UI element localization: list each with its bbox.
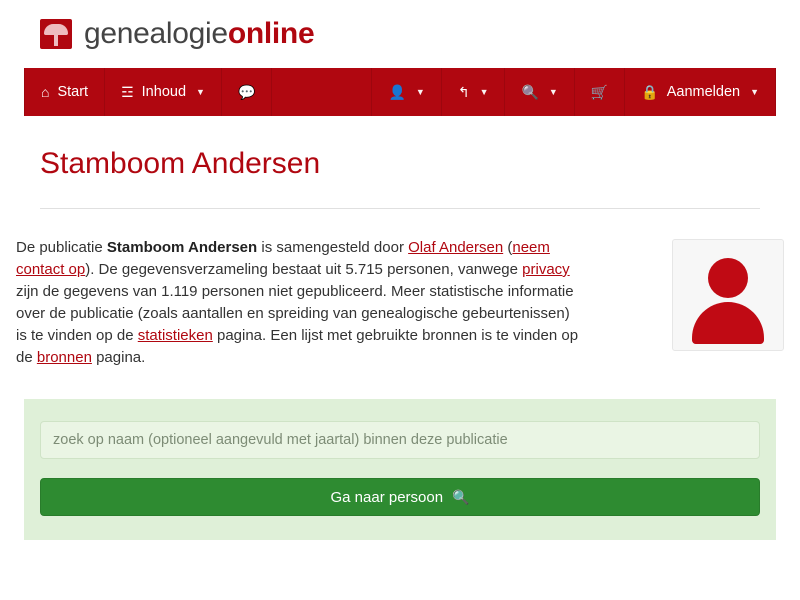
nav-item-search[interactable] <box>505 68 574 116</box>
chevron-down-icon: ▼ <box>750 87 759 97</box>
tree-branch-icon: ↰ <box>457 84 470 100</box>
author-link[interactable]: Olaf Andersen <box>408 239 504 256</box>
intro-text-7: pagina. <box>91 349 146 366</box>
intro-text-5: zijn de gegevens van 1.119 personen niet gepubliceerd. Meer statistische informatie over de publicatie (zoals aantallen en spreiding van genealogische gebeurtenissen) is te vinden op de <box>16 283 574 344</box>
nav-item-inhoud[interactable] <box>105 68 222 116</box>
go-to-person-button-label: Ga naar persoon <box>330 488 444 506</box>
chevron-down-icon: ▼ <box>548 87 558 97</box>
lock-icon: 🔒 <box>641 84 659 100</box>
intro-text-6: pagina. Een lijst met gebruikte bronnen is te vinden op de <box>16 327 579 366</box>
nav-item-login-label: Aanmelden <box>666 83 741 100</box>
person-card-icon: 👤 <box>388 84 406 100</box>
brand-title[interactable] <box>84 17 314 51</box>
family-tree-logo-icon[interactable] <box>40 19 72 49</box>
main-navbar <box>24 68 776 116</box>
home-icon: ⌂ <box>41 84 50 100</box>
person-placeholder-avatar-body <box>692 302 764 344</box>
search-input[interactable] <box>40 421 760 459</box>
intro-text-4: ). De gegevensverzameling bestaat uit 5.715 personen, vanwege <box>85 261 523 278</box>
nav-item-cart[interactable] <box>575 68 625 116</box>
brand-title-bold: online <box>227 17 315 50</box>
privacy-link[interactable]: privacy <box>522 261 570 278</box>
brand-title-light: genealogie <box>84 17 228 50</box>
search-icon: 🔍 <box>452 488 470 505</box>
nav-item-start-label: Start <box>57 83 89 100</box>
nav-item-persons[interactable] <box>371 68 441 116</box>
navbar-right-group <box>371 68 776 116</box>
statistics-link[interactable]: statistieken <box>137 327 213 344</box>
publication-intro-text <box>16 237 582 369</box>
page-title: Stamboom Andersen <box>40 147 321 180</box>
contact-link[interactable]: neem contact op <box>16 239 550 278</box>
chat-bubble-icon: 💬 <box>237 84 256 100</box>
person-search-panel <box>24 399 776 540</box>
nav-item-inhoud-label: Inhoud <box>141 83 187 100</box>
book-icon: ☲ <box>121 84 134 100</box>
chevron-down-icon: ▼ <box>479 87 489 97</box>
content-area <box>0 146 800 209</box>
avatar <box>672 239 784 351</box>
nav-item-messages[interactable] <box>222 68 272 116</box>
search-icon: 🔍 <box>521 84 539 100</box>
nav-item-login[interactable] <box>625 68 776 116</box>
chevron-down-icon: ▼ <box>196 87 205 97</box>
intro-text-1: De publicatie <box>16 239 107 256</box>
publication-intro <box>0 209 800 369</box>
person-placeholder-avatar-head <box>708 258 748 298</box>
sources-link[interactable]: bronnen <box>36 349 92 366</box>
nav-item-tree[interactable] <box>442 68 506 116</box>
nav-item-start[interactable] <box>24 68 105 116</box>
navbar-left-group <box>24 68 272 116</box>
brand-header <box>0 0 800 68</box>
shopping-cart-icon: 🛒 <box>590 84 609 100</box>
intro-text-2: is samengesteld door <box>257 239 409 256</box>
go-to-person-button[interactable] <box>40 478 760 516</box>
chevron-down-icon: ▼ <box>415 87 425 97</box>
intro-text-3: ( <box>503 239 513 256</box>
publication-name: Stamboom Andersen <box>106 239 258 256</box>
